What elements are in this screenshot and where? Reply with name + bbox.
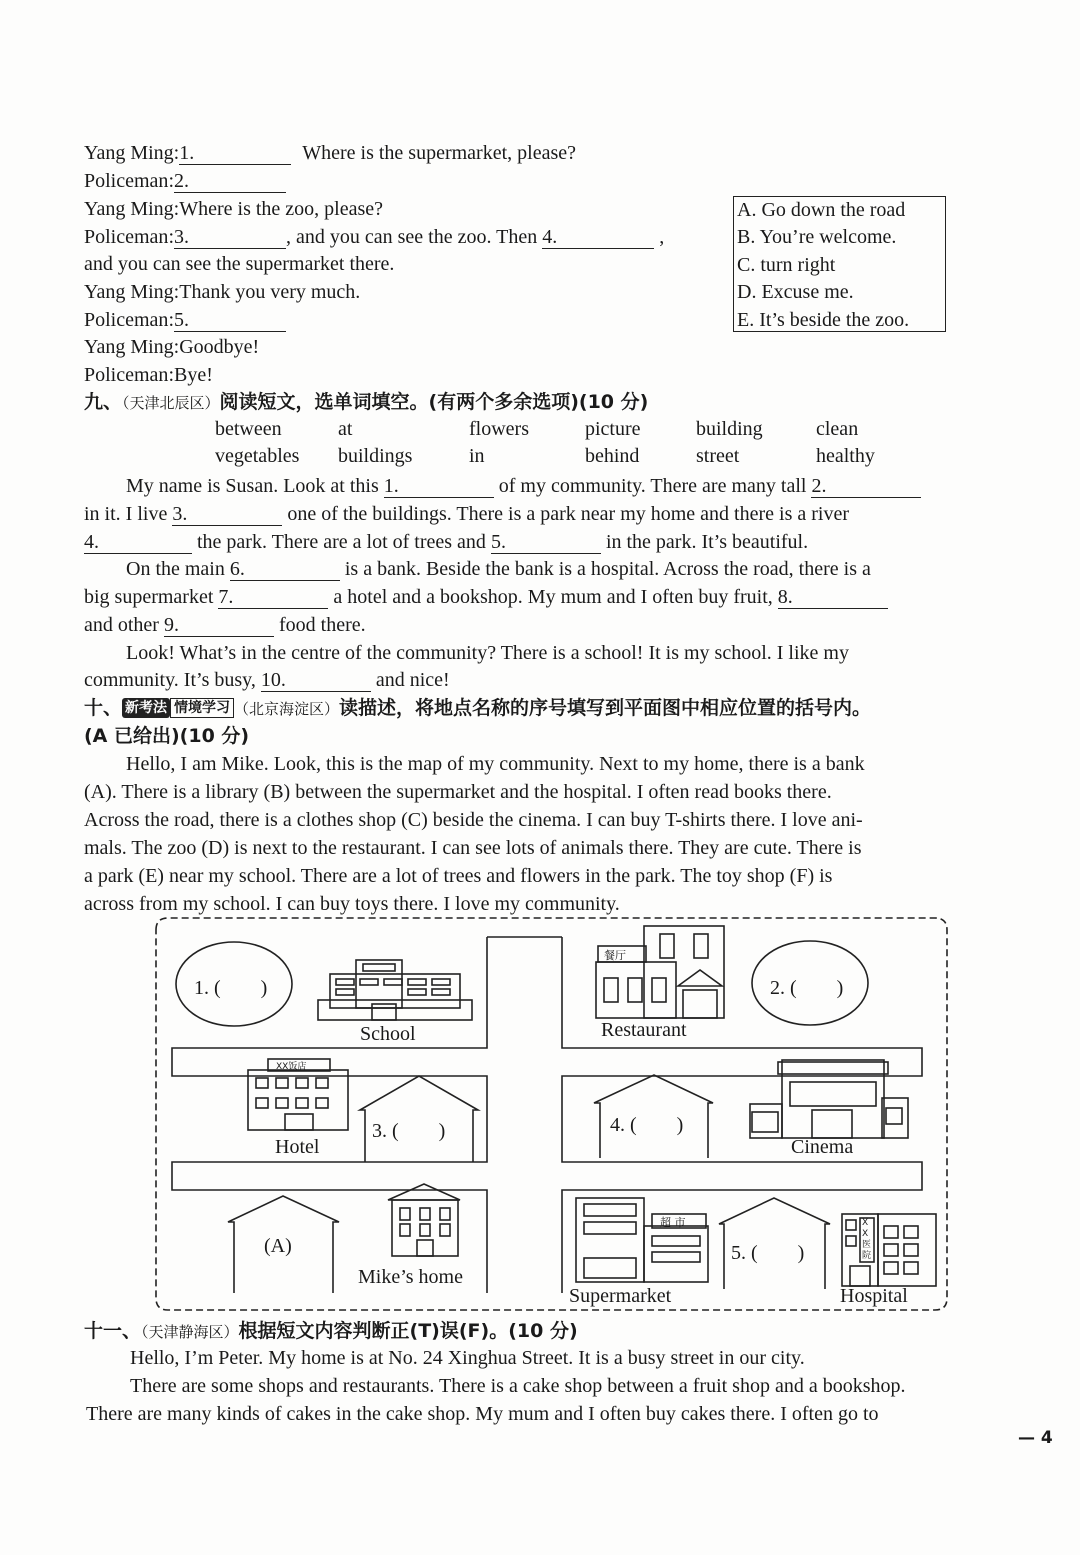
fill-blank-7[interactable]: 7. xyxy=(218,586,328,609)
restaurant-sign: 餐厅 xyxy=(604,949,626,962)
passage-line: My name is Susan. Look at this 1. of my community. There are many tall 2. xyxy=(126,473,921,499)
dialogue-line-5: and you can see the supermarket there. xyxy=(84,253,395,275)
answer-blank-1[interactable]: 1. xyxy=(179,142,291,165)
cinema-icon xyxy=(750,1060,908,1138)
supermarket-sign: 超 市 xyxy=(660,1216,686,1229)
restaurant-label: Restaurant xyxy=(601,1019,687,1041)
passage-line: There are many kinds of cakes in the cake shop. My mum and I often buy cakes there. I often go to xyxy=(86,1403,879,1425)
section-10-heading: 十、 新考法 情境学习 （北京海淀区）读描述，将地点名称的序号填写到平面图中相应位置的括号内。 xyxy=(84,697,872,719)
section-10-subheading: (A 已给出)(10 分) xyxy=(84,725,250,747)
given-answer-a: (A) xyxy=(264,1235,292,1257)
fill-blank-1[interactable]: 1. xyxy=(384,475,494,498)
hospital-icon xyxy=(842,1214,936,1286)
word-bank-item: building xyxy=(696,418,763,440)
answer-slot-1[interactable]: 1. ( ) xyxy=(194,977,268,999)
passage-line: community. It’s busy, 10. and nice! xyxy=(84,669,450,691)
passage-line: (A). There is a library (B) between the supermarket and the hospital. I often read books there. xyxy=(84,781,832,803)
school-label: School xyxy=(360,1023,416,1045)
passage-line: Hello, I’m Peter. My home is at No. 24 Xinghua Street. It is a busy street in our city. xyxy=(130,1347,805,1369)
passage-line: across from my school. I can buy toys there. I love my community. xyxy=(84,893,620,915)
option-a: A. Go down the road xyxy=(737,199,906,221)
hotel-sign: XX饭店 xyxy=(276,1062,307,1072)
passage-line: in it. I live 3. one of the buildings. There is a park near my home and there is a river xyxy=(84,503,849,525)
passage-line: 4. the park. There are a lot of trees and 5. in the park. It’s beautiful. xyxy=(84,531,809,553)
hospital-label: Hospital xyxy=(840,1285,908,1307)
passage-line: Hello, I am Mike. Look, this is the map of my community. Next to my home, there is a bank xyxy=(126,753,865,775)
situational-learning-tag: 情境学习 xyxy=(170,698,234,718)
dialogue-line-3: Yang Ming:Where is the zoo, please? xyxy=(84,198,384,220)
word-bank-item: vegetables xyxy=(215,445,300,467)
dialogue-line-9: Policeman:Bye! xyxy=(84,364,213,386)
cinema-label: Cinema xyxy=(791,1136,854,1158)
word-bank-item: buildings xyxy=(338,445,413,467)
word-bank-item: in xyxy=(469,445,485,467)
fill-blank-2[interactable]: 2. xyxy=(811,475,921,498)
mikes-home-label: Mike’s home xyxy=(358,1266,463,1288)
answer-blank-2[interactable]: 2. xyxy=(174,170,286,193)
restaurant-icon xyxy=(596,926,724,1018)
fill-blank-5[interactable]: 5. xyxy=(491,531,601,554)
word-bank-item: street xyxy=(696,445,740,467)
option-d: D. Excuse me. xyxy=(737,281,854,304)
dialogue-line-2: Policeman:2. xyxy=(84,168,286,194)
fill-blank-10[interactable]: 10. xyxy=(261,669,371,692)
option-c: C. turn right xyxy=(737,253,836,276)
dialogue-line-6: Yang Ming:Thank you very much. xyxy=(84,281,361,303)
word-bank-item: between xyxy=(215,418,282,440)
answer-slot-3[interactable]: 3. ( ) xyxy=(372,1120,446,1142)
passage-line: and other 9. food there. xyxy=(84,614,366,636)
answer-blank-5[interactable]: 5. xyxy=(174,309,286,332)
passage-line: mals. The zoo (D) is next to the restaurant. I can see lots of animals there. They are cute. There is xyxy=(84,837,862,859)
fill-blank-9[interactable]: 9. xyxy=(164,614,274,637)
passage-line: Look! What’s in the centre of the community? There is a school! It is my school. I like my xyxy=(126,642,849,664)
passage-line: On the main 6. is a bank. Beside the bank is a hospital. Across the road, there is a xyxy=(126,558,871,580)
dialogue-line-8: Yang Ming:Goodbye! xyxy=(84,336,260,358)
dialogue-line-7: Policeman:5. xyxy=(84,307,286,333)
school-icon xyxy=(318,960,472,1020)
answer-slot-5[interactable]: 5. ( ) xyxy=(731,1242,805,1264)
supermarket-label: Supermarket xyxy=(569,1285,672,1307)
answer-slot-2[interactable]: 2. ( ) xyxy=(770,977,844,999)
option-b: B. You’re welcome. xyxy=(737,226,897,249)
answer-slot-4[interactable]: 4. ( ) xyxy=(610,1114,684,1136)
new-method-tag: 新考法 xyxy=(122,698,170,718)
word-bank-item: clean xyxy=(816,418,859,440)
word-bank-item: behind xyxy=(585,445,640,467)
passage-line: There are some shops and restaurants. There is a cake shop between a fruit shop and a bookshop. xyxy=(130,1375,906,1397)
word-bank-item: at xyxy=(338,418,353,440)
section-11-heading: 十一、（天津静海区）根据短文内容判断正(T)误(F)。(10 分) xyxy=(84,1320,578,1342)
hotel-label: Hotel xyxy=(275,1136,320,1158)
dialogue-line-1: Yang Ming:1. Where is the supermarket, please? xyxy=(84,142,576,164)
passage-line: a park (E) near my school. There are a lot of trees and flowers in the park. The toy shop (F) is xyxy=(84,865,833,887)
passage-line: Across the road, there is a clothes shop (C) beside the cinema. I can buy T-shirts there. I love ani- xyxy=(84,809,863,831)
fill-blank-6[interactable]: 6. xyxy=(230,558,340,581)
answer-blank-4[interactable]: 4. xyxy=(542,226,654,249)
option-e: E. It’s beside the zoo. xyxy=(737,308,910,331)
page-number: — 4 xyxy=(1018,1428,1053,1448)
fill-blank-4[interactable]: 4. xyxy=(84,531,192,554)
section-9-heading: 九、（天津北辰区）阅读短文，选单词填空。(有两个多余选项)(10 分) xyxy=(84,391,649,413)
word-bank-item: picture xyxy=(585,418,641,440)
hospital-sign: X X 医 院 xyxy=(862,1218,872,1261)
fill-blank-3[interactable]: 3. xyxy=(172,503,282,526)
mikes-home-icon xyxy=(388,1184,460,1256)
answer-blank-3[interactable]: 3. xyxy=(174,226,286,249)
dialogue-line-4: Policeman:3. , and you can see the zoo. Then 4. , xyxy=(84,226,665,248)
passage-line: big supermarket 7. a hotel and a bookshop. My mum and I often buy fruit, 8. xyxy=(84,584,888,610)
word-bank-item: flowers xyxy=(469,418,529,440)
fill-blank-8[interactable]: 8. xyxy=(778,586,888,609)
word-bank-item: healthy xyxy=(816,445,875,467)
supermarket-icon xyxy=(576,1198,708,1282)
